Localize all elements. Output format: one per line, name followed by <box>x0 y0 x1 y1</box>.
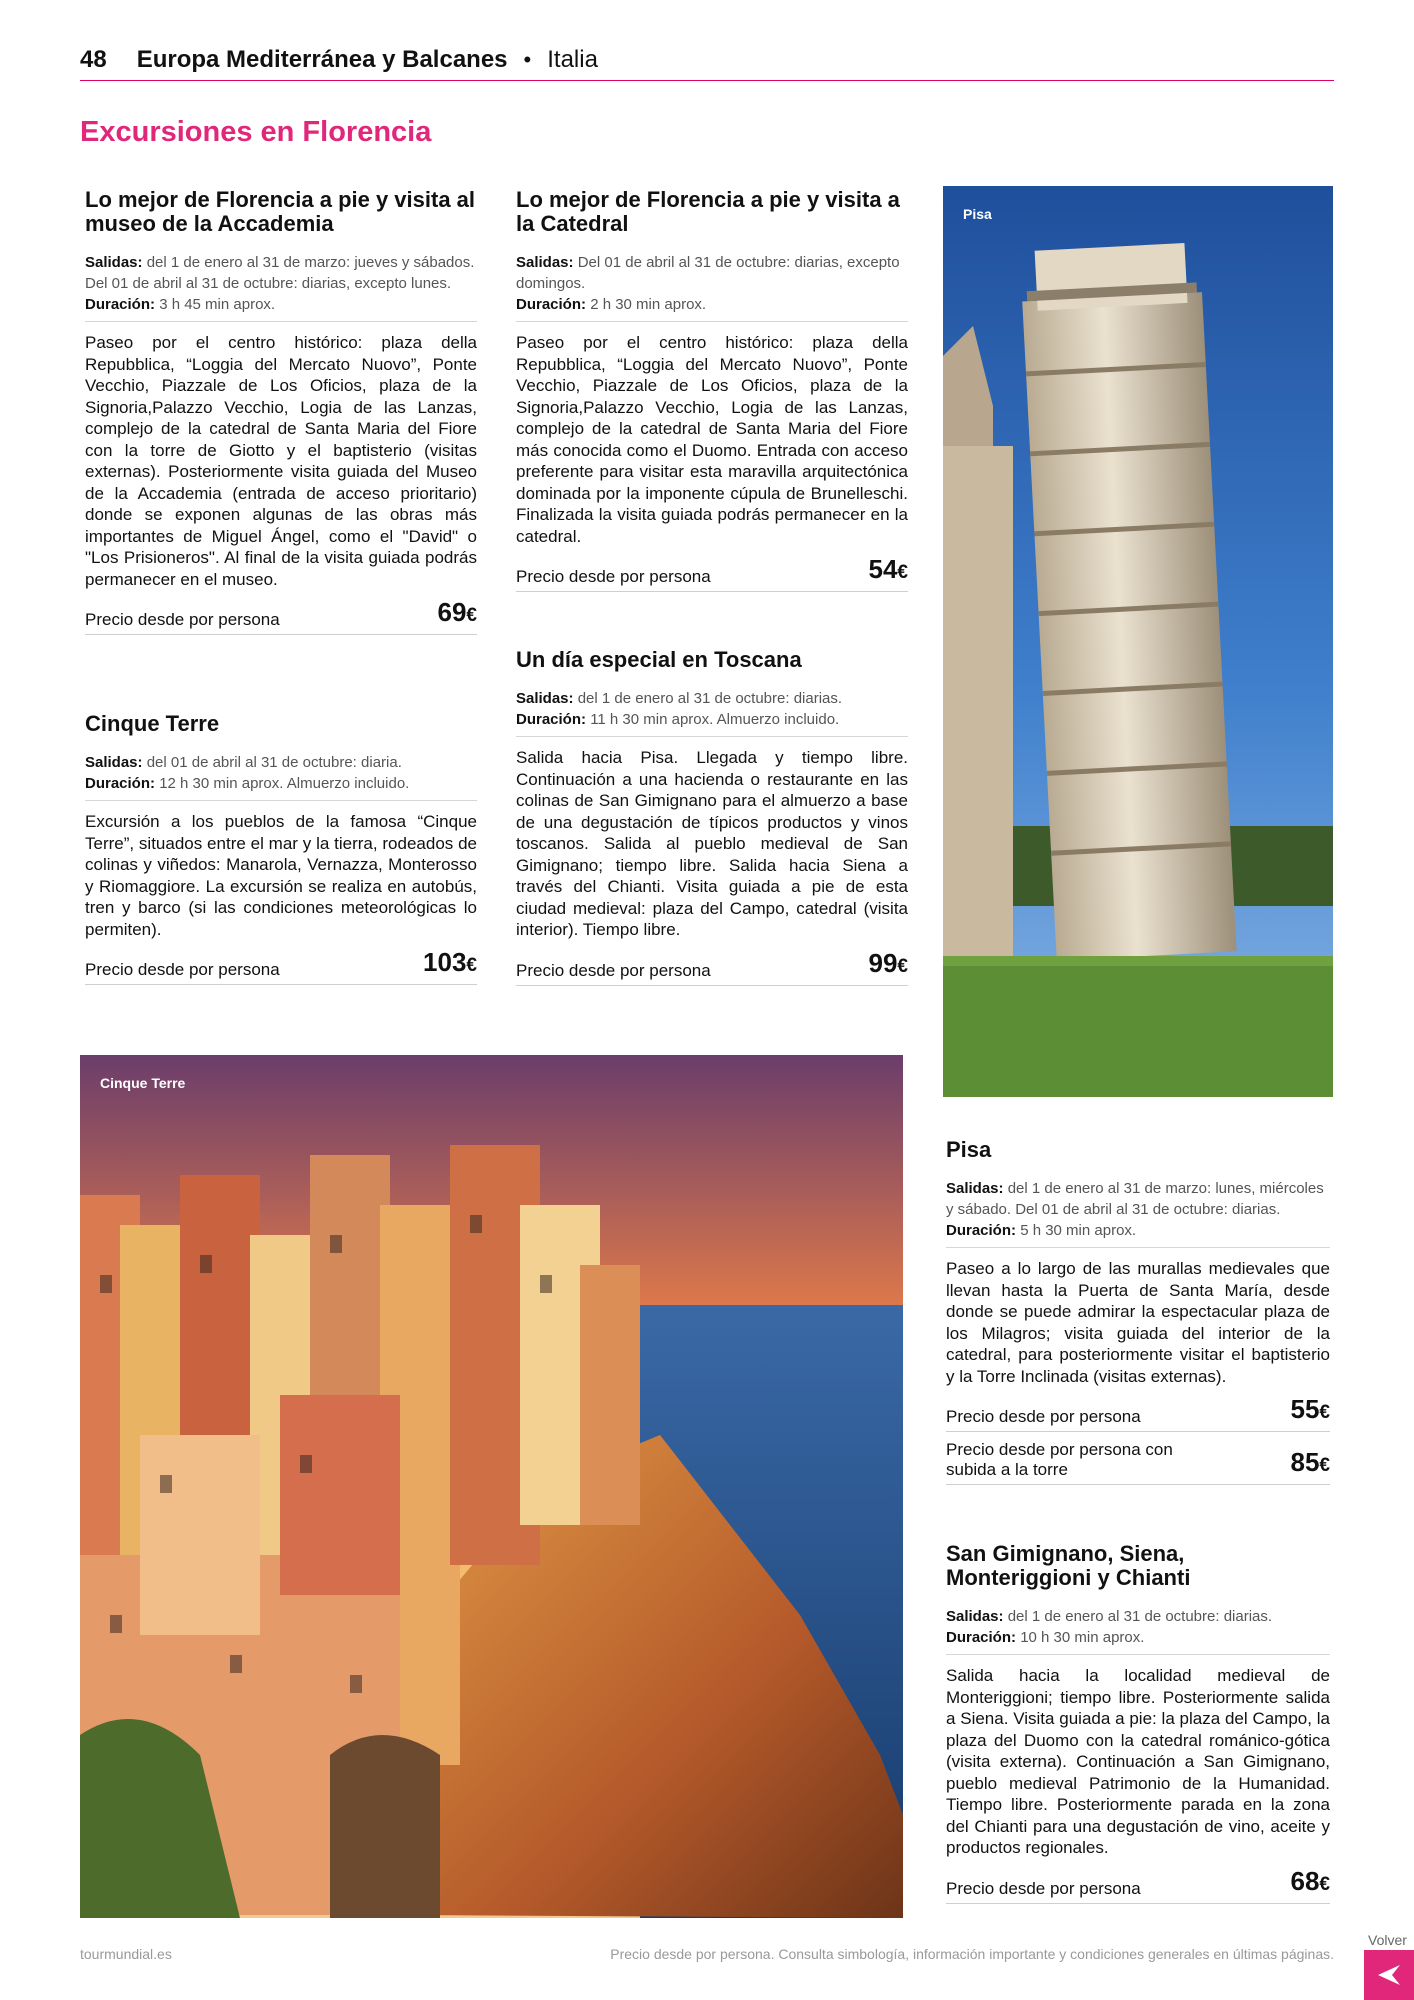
divider <box>946 1247 1330 1248</box>
divider <box>85 321 477 322</box>
divider <box>516 321 908 322</box>
price-value: 85€ <box>1290 1447 1330 1477</box>
excursion-title: Lo mejor de Florencia a pie y visita al museo de la Accademia <box>85 187 476 236</box>
price-row <box>946 1387 1330 1432</box>
excursion-salidas: Salidas: del 1 de enero al 31 de octubre: diarias. <box>946 1608 1273 1625</box>
header-country: Italia <box>547 46 598 73</box>
excursion-salidas: Salidas: del 1 de enero al 31 de marzo: lunes, miércoles y sábado. Del 01 de abril al 31 de octubre: diarias. <box>946 1180 1324 1218</box>
excursion-toscana <box>516 648 908 986</box>
excursion-description: Salida hacia la localidad medieval de Monteriggioni; tiempo libre. Posteriormente salida a Siena. Visita guiada a pie: la plaza del Campo, la plaza del Duomo con la catedral románico-gótica (visita externa). Continuación a San Gimignano, pueblo medieval Patrimonio de la Humanidad. Tiempo libre. Posteriormente parada en la zona del Chianti para una degustación de vino, aceite y productos regionales. <box>946 1666 1330 1857</box>
price-label: Precio desde por persona <box>946 1407 1141 1426</box>
excursion-pisa <box>946 1138 1330 1485</box>
price-row-torre <box>946 1432 1330 1485</box>
cinque-terre-photo <box>80 1055 903 1918</box>
page-header <box>80 46 1334 81</box>
excursion-duracion: Duración: 12 h 30 min aprox. Almuerzo incluido. <box>85 775 410 792</box>
excursion-salidas: Salidas: del 1 de enero al 31 de octubre: diarias. <box>516 690 843 707</box>
excursion-salidas: Salidas: del 1 de enero al 31 de marzo: jueves y sábados. Del 01 de abril al 31 de octubre: diarias, excepto lunes. <box>85 254 475 292</box>
excursion-salidas: Salidas: del 01 de abril al 31 de octubre: diaria. <box>85 754 402 771</box>
photo-caption-pisa: Pisa <box>963 206 992 222</box>
excursion-duracion: Duración: 5 h 30 min aprox. <box>946 1222 1137 1239</box>
pisa-photo <box>943 186 1333 1097</box>
price-row <box>516 941 908 986</box>
price-row <box>946 1859 1330 1904</box>
section-title: Excursiones en Florencia <box>80 116 432 148</box>
price-value: 103€ <box>423 947 477 977</box>
back-label[interactable]: Volver <box>1368 1932 1407 1948</box>
excursion-description: Paseo a lo largo de las murallas medievales que llevan hasta la Puerta de Santa María, desde donde se puede admirar la espectacular plaza de los Milagros; visita guiada del interior de la catedral, para posteriormente visitar el baptisterio y la Torre Inclinada (visitas externas). <box>946 1259 1330 1386</box>
excursion-title: Lo mejor de Florencia a pie y visita a la Catedral <box>516 187 900 236</box>
excursion-description: Paseo por el centro histórico: plaza della Repubblica, “Loggia del Mercato Nuovo”, Ponte Vecchio, Piazzale de Los Oficios, plaza de la Signoria,Palazzo Vecchio, Logia de las Lanzas, complejo de la catedral de Santa Maria del Fiore más conocida como el Duomo. Entrada con acceso preferente para visitar esta maravilla arquitectónica dominada por la imponente cúpula de Brunelleschi. Finalizada la visita guiada podrás permanecer en la catedral. <box>516 333 908 546</box>
price-row <box>516 547 908 592</box>
excursion-san-gimignano <box>946 1542 1330 1904</box>
excursion-catedral <box>516 188 908 592</box>
price-label: Precio desde por persona <box>85 960 280 979</box>
coastal-village-illustration <box>80 1055 903 1918</box>
price-label: Precio desde por persona <box>516 567 711 586</box>
excursion-title: Un día especial en Toscana <box>516 647 802 672</box>
footer-note: Precio desde por persona. Consulta simbología, información importante y condiciones generales en últimas páginas. <box>610 1946 1334 1962</box>
price-value: 99€ <box>868 947 908 978</box>
excursion-duracion: Duración: 2 h 30 min aprox. <box>516 296 707 313</box>
excursion-description: Salida hacia Pisa. Llegada y tiempo libre. Continuación a una hacienda o restaurante en las colinas de San Gimignano para el almuerzo a base de una degustación de típicos productos y vinos toscanos. Salida al pueblo medieval de San Gimignano; tiempo libre. Salida hacia Siena a través del Chianti. Visita guiada a pie de esta ciudad medieval: plaza del Campo, catedral (visita interior). Tiempo libre. <box>516 748 908 939</box>
price-value: 54€ <box>868 554 908 584</box>
excursion-cinque-terre <box>85 712 477 985</box>
excursion-duracion: Duración: 11 h 30 min aprox. Almuerzo incluido. <box>516 711 840 728</box>
price-row <box>85 940 477 985</box>
excursion-description: Paseo por el centro histórico: plaza della Repubblica, “Loggia del Mercato Nuovo”, Ponte Vecchio, Piazzale de Los Oficios, plaza de la Signoria,Palazzo Vecchio, Logia de las Lanzas, complejo de la catedral de Santa Maria del Fiore con la torre de Giotto y el baptisterio (visitas externas). Posteriormente visita guiada del Museo de la Accademia (entrada de acceso prioritario) donde se exponen algunas de las obras más importantes de Miguel Ángel, como el "David" o "Los Prisioneros". Al final de la visita guiada podrás permanecer en el museo. <box>85 333 477 589</box>
back-arrow-icon <box>1376 1963 1402 1987</box>
excursion-duracion: Duración: 10 h 30 min aprox. <box>946 1629 1145 1646</box>
price-value: 69€ <box>437 597 477 627</box>
page-number: 48 <box>80 46 107 73</box>
excursion-title: San Gimignano, Siena, Monteriggioni y Chianti <box>946 1541 1191 1590</box>
photo-caption-cinque-terre: Cinque Terre <box>100 1075 186 1091</box>
price-label: Precio desde por persona <box>85 610 280 629</box>
divider <box>85 800 477 801</box>
back-button[interactable] <box>1364 1950 1414 2000</box>
header-bullet: • <box>523 47 532 72</box>
excursion-duracion: Duración: 3 h 45 min aprox. <box>85 296 276 313</box>
excursion-title: Cinque Terre <box>85 711 220 736</box>
price-label: Precio desde por persona con subida a la torre <box>946 1440 1173 1479</box>
excursion-title: Pisa <box>946 1137 992 1162</box>
header-title: Europa Mediterránea y Balcanes <box>136 46 508 73</box>
divider <box>946 1654 1330 1655</box>
excursion-accademia <box>85 188 477 635</box>
divider <box>516 736 908 737</box>
footer-site[interactable]: tourmundial.es <box>80 1946 172 1962</box>
leaning-tower-illustration <box>943 186 1333 1097</box>
price-value: 55€ <box>1290 1394 1330 1424</box>
price-value: 68€ <box>1290 1865 1330 1896</box>
price-label: Precio desde por persona <box>516 960 711 980</box>
price-label: Precio desde por persona <box>946 1878 1141 1898</box>
price-row <box>85 590 477 635</box>
excursion-salidas: Salidas: Del 01 de abril al 31 de octubre: diarias, excepto domingos. <box>516 254 900 292</box>
excursion-description: Excursión a los pueblos de la famosa “Cinque Terre”, situados entre el mar y la tierra, rodeados de colinas y viñedos: Manarola, Vernazza, Monterosso y Riomaggiore. La excursión se realiza en autobús, tren y barco (si las condiciones meteorológicas lo permiten). <box>85 812 477 939</box>
